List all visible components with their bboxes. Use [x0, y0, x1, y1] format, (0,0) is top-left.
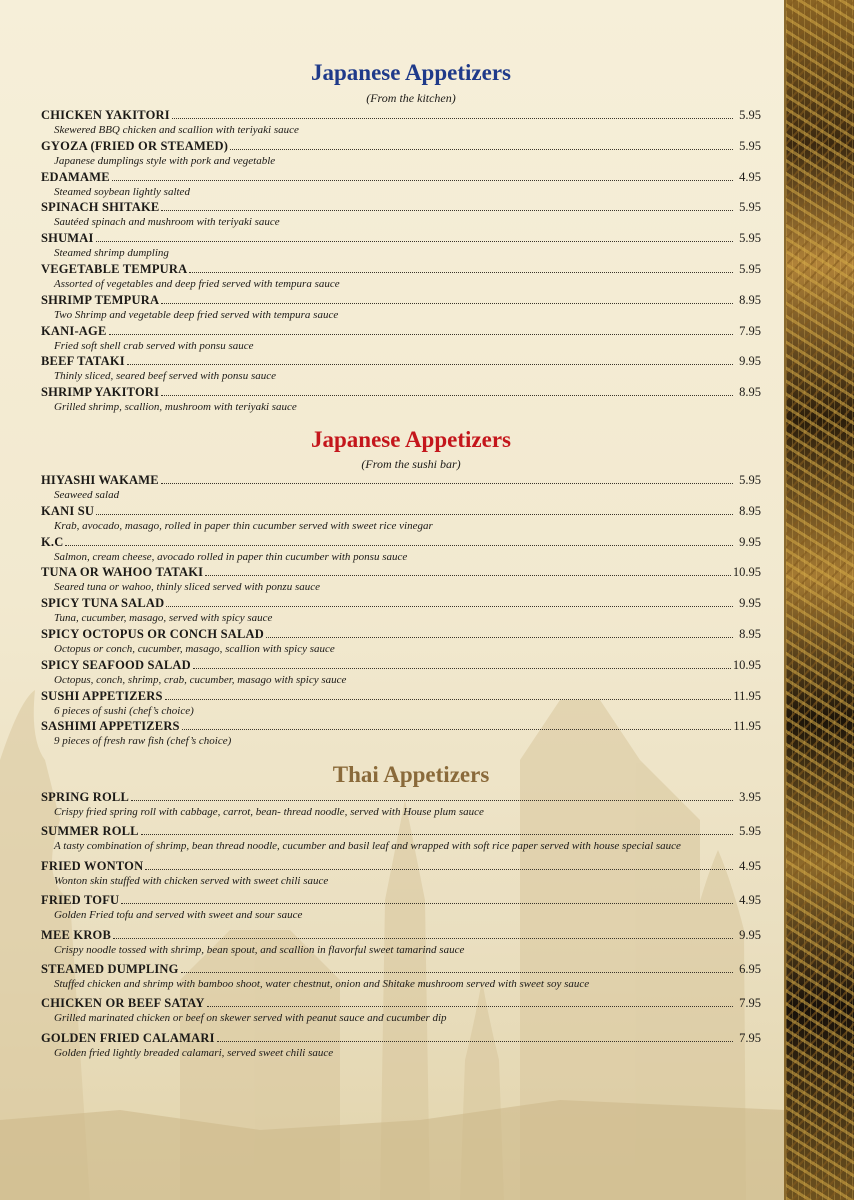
menu-item-price: 9.95	[739, 927, 761, 942]
dot-leader	[141, 823, 733, 835]
menu-item	[41, 564, 761, 595]
menu-item-line	[41, 534, 761, 550]
dot-leader	[207, 995, 733, 1007]
menu-item-name: TUNA OR WAHOO TATAKI	[41, 565, 204, 580]
menu-item-name: EDAMAME	[41, 169, 110, 184]
menu-item-price: 8.95	[739, 627, 761, 641]
menu-item	[41, 107, 761, 138]
dot-leader	[161, 384, 733, 396]
menu-item	[41, 169, 761, 200]
dot-leader	[96, 503, 733, 515]
menu-item-line	[41, 657, 761, 673]
menu-item-description: Grilled shrimp, scallion, mushroom with teriyaki sauce	[54, 401, 297, 414]
menu-item-description: Golden Fried tofu and served with sweet and sour sauce	[54, 909, 303, 922]
menu-item-line	[41, 789, 761, 805]
menu-item-line	[41, 927, 761, 943]
menu-item-line	[41, 138, 761, 154]
menu-item-description: Wonton skin stuffed with chicken served with sweet chili sauce	[54, 874, 329, 887]
menu-item-price: 5.95	[739, 200, 761, 215]
dot-leader	[172, 107, 733, 119]
menu-item-description: Grilled marinated chicken or beef on skewer served with peanut sauce and cucumber dip	[54, 1012, 447, 1025]
menu-item	[41, 927, 761, 958]
menu-item	[41, 138, 761, 169]
menu-item-price: 5.95	[739, 108, 761, 122]
menu-item-description: Seaweed salad	[54, 489, 120, 501]
menu-item-line	[41, 107, 761, 123]
menu-item-name: FRIED WONTON	[41, 858, 144, 873]
menu-item-price: 4.95	[739, 893, 761, 908]
menu-item	[41, 657, 761, 688]
menu-item-name: KANI SU	[41, 503, 95, 518]
section-title-japanese-kitchen: Japanese Appetizers	[311, 60, 511, 85]
dot-leader	[182, 718, 732, 730]
menu-item-description: Sautéed spinach and mushroom with teriyaki sauce	[54, 216, 280, 229]
menu-item-line	[41, 892, 761, 908]
menu-item-name: HIYASHI WAKAME	[41, 473, 159, 487]
menu-item	[41, 292, 761, 323]
menu-item-description: Octopus, conch, shrimp, crab, cucumber, masago with spicy sauce	[54, 673, 347, 686]
menu-item-price: 6.95	[739, 962, 761, 976]
menu-item	[41, 892, 761, 923]
menu-item	[41, 353, 761, 384]
menu-item-name: FRIED TOFU	[41, 893, 120, 908]
menu-content	[41, 0, 761, 1200]
menu-item-price: 3.95	[739, 790, 761, 804]
section-title-japanese-sushi-bar: Japanese Appetizers	[311, 427, 511, 452]
menu-item-line	[41, 595, 761, 611]
dot-leader	[121, 892, 733, 904]
menu-item-description: Fried soft shell crab served with ponsu sauce	[54, 339, 254, 352]
menu-item-name: SPICY TUNA SALAD	[41, 596, 165, 611]
menu-item-description: Krab, avocado, masago, rolled in paper thin cucumber served with sweet rice vinegar	[54, 519, 433, 532]
dot-leader	[131, 789, 733, 801]
menu-item-line	[41, 472, 761, 488]
section-subtitle-kitchen: (From the kitchen)	[366, 91, 456, 105]
menu-item	[41, 1030, 761, 1061]
menu-item-price: 7.95	[739, 1030, 761, 1045]
menu-item-description: Seared tuna or wahoo, thinly sliced served with ponzu sauce	[54, 581, 321, 594]
menu-item-line	[41, 961, 761, 977]
dot-leader	[205, 564, 731, 576]
menu-item-name: K.C	[41, 534, 64, 549]
menu-item-description: 9 pieces of fresh raw fish (chef’s choice)	[54, 735, 232, 748]
menu-item-line	[41, 353, 761, 369]
menu-item-description: Assorted of vegetables and deep fried served with tempura sauce	[54, 278, 340, 290]
menu-item-description: Japanese dumplings style with pork and vegetable	[54, 154, 276, 167]
menu-item	[41, 230, 761, 261]
dot-leader	[96, 230, 733, 242]
menu-item-line	[41, 323, 761, 339]
menu-item-line	[41, 199, 761, 215]
menu-item-name: CHICKEN YAKITORI	[41, 108, 170, 122]
menu-item	[41, 626, 761, 657]
dot-leader	[161, 292, 733, 304]
menu-item-name: KANI-AGE	[41, 323, 107, 338]
menu-item-name: SHRIMP YAKITORI	[41, 385, 160, 400]
menu-item-line	[41, 823, 761, 839]
menu-item	[41, 261, 761, 292]
menu-item-price: 7.95	[739, 996, 761, 1011]
menu-item-name: SHUMAI	[41, 231, 94, 246]
dot-leader	[217, 1030, 733, 1042]
menu-item-description: Tuna, cucumber, masago, served with spicy sauce	[54, 612, 273, 625]
menu-item-name: SUMMER ROLL	[41, 824, 139, 839]
menu-item-description: Skewered BBQ chicken and scallion with teriyaki sauce	[54, 124, 299, 136]
menu-item	[41, 472, 761, 503]
menu-item-name: SASHIMI APPETIZERS	[41, 719, 180, 734]
menu-item-name: SHRIMP TEMPURA	[41, 292, 160, 307]
dot-leader	[145, 858, 733, 870]
menu-item-price: 10.95	[732, 565, 761, 580]
menu-item-price: 9.95	[739, 534, 761, 549]
menu-item	[41, 823, 761, 854]
menu-item-line	[41, 564, 761, 580]
menu-item-name: GOLDEN FRIED CALAMARI	[41, 1030, 215, 1045]
menu-item-line	[41, 626, 761, 642]
menu-item-line	[41, 995, 761, 1011]
menu-item-price: 8.95	[739, 385, 761, 400]
menu-item-price: 5.95	[739, 231, 761, 246]
menu-item-name: SPINACH SHITAKE	[41, 200, 160, 215]
menu-item-description: 6 pieces of sushi (chef’s choice)	[54, 704, 194, 717]
dot-leader	[161, 472, 733, 484]
menu-item	[41, 199, 761, 230]
menu-item-name: CHICKEN OR BEEF SATAY	[41, 996, 205, 1011]
menu-item-line	[41, 688, 761, 704]
menu-item-name: VEGETABLE TEMPURA	[41, 262, 188, 276]
dot-leader	[112, 169, 733, 181]
menu-item-line	[41, 230, 761, 246]
menu-item	[41, 534, 761, 565]
menu-item-line	[41, 718, 761, 734]
menu-item	[41, 503, 761, 534]
menu-item-name: SPRING ROLL	[41, 790, 129, 804]
menu-item-name: SPICY OCTOPUS OR CONCH SALAD	[41, 627, 264, 641]
dot-leader	[193, 657, 731, 669]
menu-item-description: Steamed soybean lightly salted	[54, 185, 190, 198]
menu-item-description: Crispy fried spring roll with cabbage, carrot, bean- thread noodle, served with House plum sauce	[54, 806, 484, 818]
dot-leader	[127, 353, 733, 365]
menu-item-description: A tasty combination of shrimp, bean thread noodle, cucumber and basil leaf and wrapped with soft rice paper served with house special sauce	[54, 840, 681, 853]
menu-item-name: BEEF TATAKI	[41, 354, 125, 369]
menu-item-price: 7.95	[739, 323, 761, 338]
menu-item-name: SPICY SEAFOOD SALAD	[41, 657, 191, 672]
menu-item-description: Golden fried lightly breaded calamari, served sweet chili sauce	[54, 1046, 334, 1059]
menu-item	[41, 961, 761, 992]
menu-item-price: 11.95	[733, 719, 761, 734]
menu-item-name: GYOZA (FRIED OR STEAMED)	[41, 138, 229, 153]
menu-item	[41, 718, 761, 749]
menu-item-line	[41, 858, 761, 874]
menu-item-description: Crispy noodle tossed with shrimp, bean spout, and scallion in flavorful sweet tamarind sauce	[54, 943, 465, 956]
dot-leader	[166, 595, 733, 607]
menu-item-name: MEE KROB	[41, 927, 112, 942]
dot-leader	[161, 199, 733, 211]
menu-item-price: 9.95	[739, 596, 761, 611]
menu-item-name: STEAMED DUMPLING	[41, 962, 179, 976]
menu-item-line	[41, 384, 761, 400]
menu-item-line	[41, 503, 761, 519]
dot-leader	[109, 323, 734, 335]
menu-item-description: Octopus or conch, cucumber, masago, scallion with spicy sauce	[54, 643, 335, 655]
menu-item-name: SUSHI APPETIZERS	[41, 688, 163, 703]
menu-item-price: 5.95	[739, 824, 761, 839]
section-title-thai: Thai Appetizers	[332, 762, 490, 787]
menu-item-price: 4.95	[739, 169, 761, 184]
menu-item-description: Steamed shrimp dumpling	[54, 247, 169, 260]
menu-item-description: Salmon, cream cheese, avocado rolled in paper thin cucumber with ponsu sauce	[54, 550, 408, 563]
menu-item-description: Two Shrimp and vegetable deep fried served with tempura sauce	[54, 308, 339, 321]
menu-item	[41, 995, 761, 1026]
menu-item	[41, 688, 761, 719]
dot-leader	[230, 138, 733, 150]
menu-item	[41, 858, 761, 889]
menu-item-price: 4.95	[739, 858, 761, 873]
menu-item-price: 10.95	[732, 657, 761, 672]
menu-item-price: 8.95	[739, 503, 761, 518]
menu-item-price: 5.95	[739, 262, 761, 276]
menu-item-price: 8.95	[739, 292, 761, 307]
menu-item-price: 9.95	[739, 354, 761, 369]
menu-item	[41, 595, 761, 626]
menu-item-price: 11.95	[733, 688, 761, 703]
menu-item-description: Stuffed chicken and shrimp with bamboo shoot, water chestnut, onion and Shitake mushroom served with sweet soy sauce	[54, 978, 590, 990]
menu-item	[41, 323, 761, 354]
menu-item-price: 5.95	[739, 473, 761, 487]
menu-item-line	[41, 169, 761, 185]
menu-item-line	[41, 261, 761, 277]
thai-gold-decorative-border	[786, 0, 854, 1200]
dot-leader	[181, 961, 733, 973]
dot-leader	[189, 261, 733, 273]
dot-leader	[165, 688, 732, 700]
menu-item-description: Thinly sliced, seared beef served with ponsu sauce	[54, 370, 276, 383]
section-subtitle-sushi-bar: (From the sushi bar)	[361, 457, 461, 471]
dot-leader	[266, 626, 733, 638]
dot-leader	[113, 927, 733, 939]
menu-item-line	[41, 292, 761, 308]
menu-item	[41, 789, 761, 820]
dot-leader	[65, 534, 733, 546]
menu-item-line	[41, 1030, 761, 1046]
menu-item	[41, 384, 761, 415]
menu-item-price: 5.95	[739, 138, 761, 153]
